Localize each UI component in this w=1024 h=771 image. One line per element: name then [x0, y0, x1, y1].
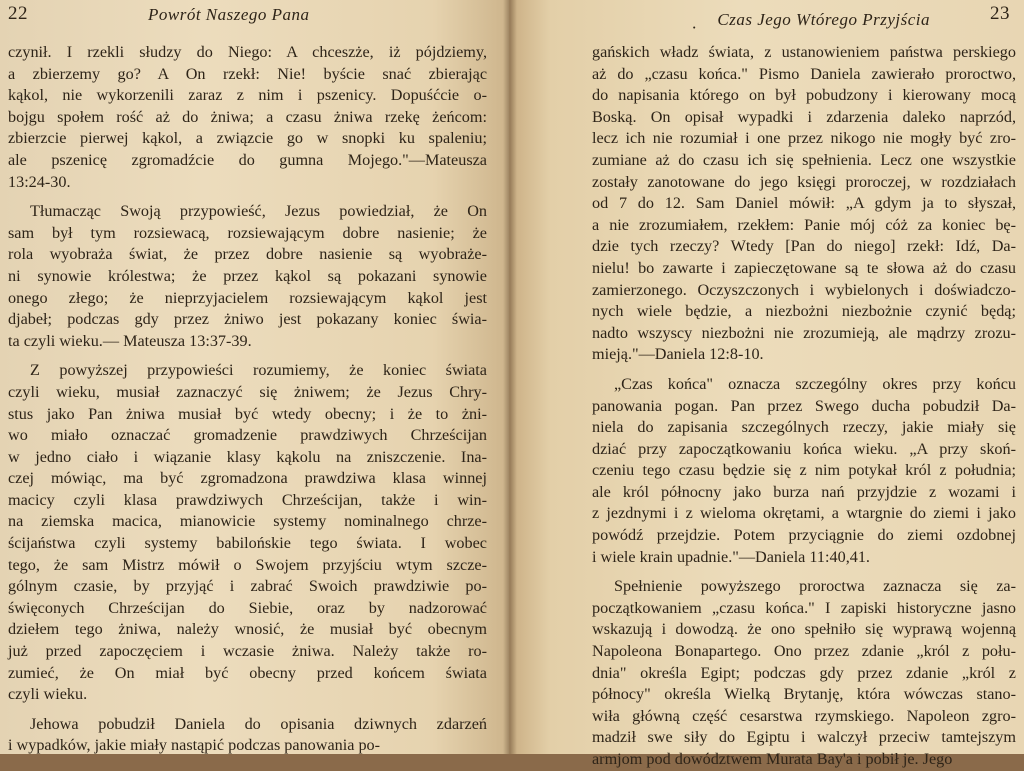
paragraph	[8, 714, 487, 757]
text-line: wskazują i dowodzą. że ono spełniło się wyprawą wojenną	[592, 620, 1016, 639]
text-line: aż do „czasu końca." Pismo Daniela zawierało proroctwo,	[592, 64, 1016, 83]
running-head-mark: ·	[691, 18, 698, 37]
text-line: czyli wieku, musiał zaznaczyć się żniwem; że Jezus Chry-	[8, 382, 487, 401]
text-line: armjom pod dowództwem Murata Bay'a i pobił je. Jego	[592, 750, 953, 768]
paragraph-gap	[592, 366, 1016, 374]
paragraph	[8, 201, 487, 352]
text-line: zbierzcie pierwej kąkol, a związcie go w snopki ku spaleniu;	[8, 129, 487, 148]
text-line: mieją."—Daniela 12:8-10.	[592, 345, 764, 364]
text-line: wo miało oznaczać gromadzenie prawdziwych Chrześcijan	[8, 426, 487, 445]
right-page-body	[592, 42, 1016, 771]
text-line: niela do zapisania szczególnych rzeczy, jakie miały się	[592, 418, 1016, 437]
text-line: wiła główną część cesarstwa rzymskiego. Napoleon zgro-	[592, 706, 1016, 725]
text-line: dzie tych rzeczy? Wtedy [Pan do niego] rzekł: Idź, Da-	[592, 237, 1016, 256]
text-line: zumiane aż do czasu ich się spełnienia. Lecz one wszystkie	[592, 150, 1016, 169]
text-line: ścijaństwa czyli systemy babilońskie tego świata. I wobec	[8, 534, 487, 553]
text-line: Boską. On opisał wypadki i zdarzenia daleko naprzód,	[592, 107, 1016, 126]
left-page-header	[8, 0, 487, 42]
text-line: ale król północny jako burza nań przyjdzie z wozami i	[592, 482, 1016, 501]
text-line: nadto wszyscy niezbożni nie zrozumieją, ale mądrzy zrozu-	[592, 323, 1016, 342]
right-running-head-text: Czas Jego Wtórego Przyjścia	[717, 10, 930, 29]
text-line: czeniu tego czasu będzie się z nim potykał król z południa;	[592, 461, 1016, 480]
text-line: czynił. I rzekli słudzy do Niego: A chceszże, iż pójdziemy,	[8, 43, 487, 61]
text-line: do napisania którego on był pobudzony i kierowany mocą	[592, 86, 1016, 105]
right-page-number: 23	[990, 3, 1010, 24]
text-line: Tłumacząc Swoją przypowieść, Jezus powiedział, że On	[30, 202, 487, 221]
text-line: „Czas końca" oznacza szczególny okres przy końcu	[614, 374, 1016, 393]
text-line: djabeł; podczas gdy przez żniwo jest pokazany koniec świa-	[8, 310, 487, 329]
text-line: czyli wieku.	[8, 685, 88, 704]
text-line: lecz ich nie rozumiał i one przez nikogo nie mogły być zro-	[592, 129, 1016, 148]
text-line: zumieć, że On miał być obecny przed końcem świata	[8, 663, 487, 682]
text-line: powódź przejdzie. Potem przyciągnie do ziemi ozdobnej	[592, 526, 1016, 545]
text-line: zamierzonego. Oczyszczonych i wybielonych i doświadczo-	[592, 280, 1016, 299]
text-line: dziełem tego żniwa, należy wnosić, że musiał być obecnym	[8, 620, 487, 639]
text-line: na ziemska macica, mianowicie systemy nominalnego chrze-	[8, 512, 487, 531]
text-line: onego złego; że nieprzyjacielem rozsiewającym kąkol jest	[8, 288, 487, 307]
paragraph	[592, 374, 1016, 568]
text-line: i wypadków, jakie miały nastąpić podczas panowania po-	[8, 736, 381, 755]
text-line: Jehowa pobudził Daniela do opisania dziwnych zdarzeń	[30, 714, 487, 733]
text-line: panowania pogan. Pan przez Swego ducha pobudził Da-	[592, 396, 1016, 415]
text-line: ni synowie królestwa; że przez kąkol są pokazani synowie	[8, 266, 487, 285]
text-line: Napoleona Bonapartego. Ono przez zdanie „król z połu-	[592, 642, 1016, 661]
left-running-head: Powrót Naszego Pana	[148, 5, 310, 24]
text-line: tego, że sam Mistrz mówił o Swojem przyjściu wtym szcze-	[8, 555, 487, 574]
paragraph-gap	[8, 706, 487, 714]
text-line: dnia" określa Egipt; podczas gdy przez zdanie „król z	[592, 663, 1016, 682]
text-line: od 7 do 12. Sam Daniel mówił: „A gdym ja to słyszał,	[592, 194, 1016, 213]
text-line: już przed zapoczęciem i wczasie żniwa. Należy także ro-	[8, 642, 487, 661]
paragraph	[592, 42, 1016, 366]
text-line: nielu! bo zawarte i zapieczętowane są te słowa aż do czasu	[592, 258, 1016, 277]
paragraph	[8, 360, 487, 706]
paragraph	[592, 576, 1016, 770]
paragraph	[8, 42, 487, 193]
text-line: święconych Chrześcijan do Siebie, oraz by nadzorować	[8, 598, 487, 617]
text-line: i wiele krain upadnie."—Daniela 11:40,41.	[592, 547, 870, 566]
right-page	[509, 0, 1024, 768]
text-line: północy" określa Wielką Brytanję, która wówczas stano-	[592, 685, 1016, 704]
text-line: a nie zrozumiałem, rzekłem: Panie mój cóż za koniec bę-	[592, 215, 1016, 234]
text-line: madził swe siły do Egiptu i walczył przeciw tamtejszym	[592, 728, 1016, 747]
left-page-number: 22	[8, 3, 28, 24]
paragraph-gap	[8, 352, 487, 360]
text-line: gańskich władz świata, z ustanowieniem państwa perskiego	[592, 43, 1016, 61]
text-line: w jedno ciało i wiązanie klasy kąkolu na zniszczenie. Ina-	[8, 447, 487, 466]
text-line: rola wyobraża świat, że przez dobre nasienie są wyobraże-	[8, 245, 487, 264]
text-line: początkowaniem „czasu końca." I zapiski historyczne jasno	[592, 598, 1016, 617]
left-page-body	[8, 42, 487, 757]
text-line: ale pszenicę zgromadźcie do gumna Mojego."—Mateusza	[8, 150, 487, 169]
text-line: zostały zanotowane do jego księgi proroczej, w rozdziałach	[592, 172, 1016, 191]
paragraph-gap	[8, 193, 487, 201]
text-line: dziać przy zapoczątkowaniu końca wieku. „A przy skoń-	[592, 439, 1016, 458]
text-line: czej mówiąc, ma być zgromadzona prawdziwa klasa winnej	[8, 469, 487, 488]
text-line: Spełnienie powyższego proroctwa zaznacza się za-	[614, 577, 1016, 596]
text-line: z jezdnymi i z wieloma okrętami, a wtargnie do ziemi i jako	[592, 504, 1016, 523]
text-line: gólnym czasie, by przyjąć i zabrać Swoich prawdziwie po-	[8, 577, 487, 596]
text-line: 13:24-30.	[8, 172, 71, 191]
text-line: macicy czyli klasa prawdziwych Chrześcijan, także i win-	[8, 490, 487, 509]
text-line: stus jako Pan żniwa musiał być wtedy obecny; i że to żni-	[8, 404, 487, 423]
text-line: a zbierzemy go? A On rzekł: Nie! byście snać zbierając	[8, 64, 487, 83]
text-line: bojgu społem rość aż do żniwa; a czasu żniwa rzekę żeńcom:	[8, 107, 487, 126]
left-page	[0, 0, 509, 754]
text-line: kąkol, nie wykorzenili zaraz z nim i pszenicy. Dopuśćcie o-	[8, 86, 487, 105]
text-line: Z powyższej przypowieści rozumiemy, że koniec świata	[30, 361, 487, 380]
right-page-header	[592, 0, 1016, 42]
text-line: nych wiele będzie, a niezbożni niezbożnie czynić będą;	[592, 302, 1016, 321]
paragraph-gap	[592, 568, 1016, 576]
right-running-head	[691, 10, 930, 37]
text-line: ta czyli wieku.— Mateusza 13:37-39.	[8, 331, 252, 350]
text-line: sam był tym rozsiewacą, rozsiewającym dobre nasienie; że	[8, 223, 487, 242]
